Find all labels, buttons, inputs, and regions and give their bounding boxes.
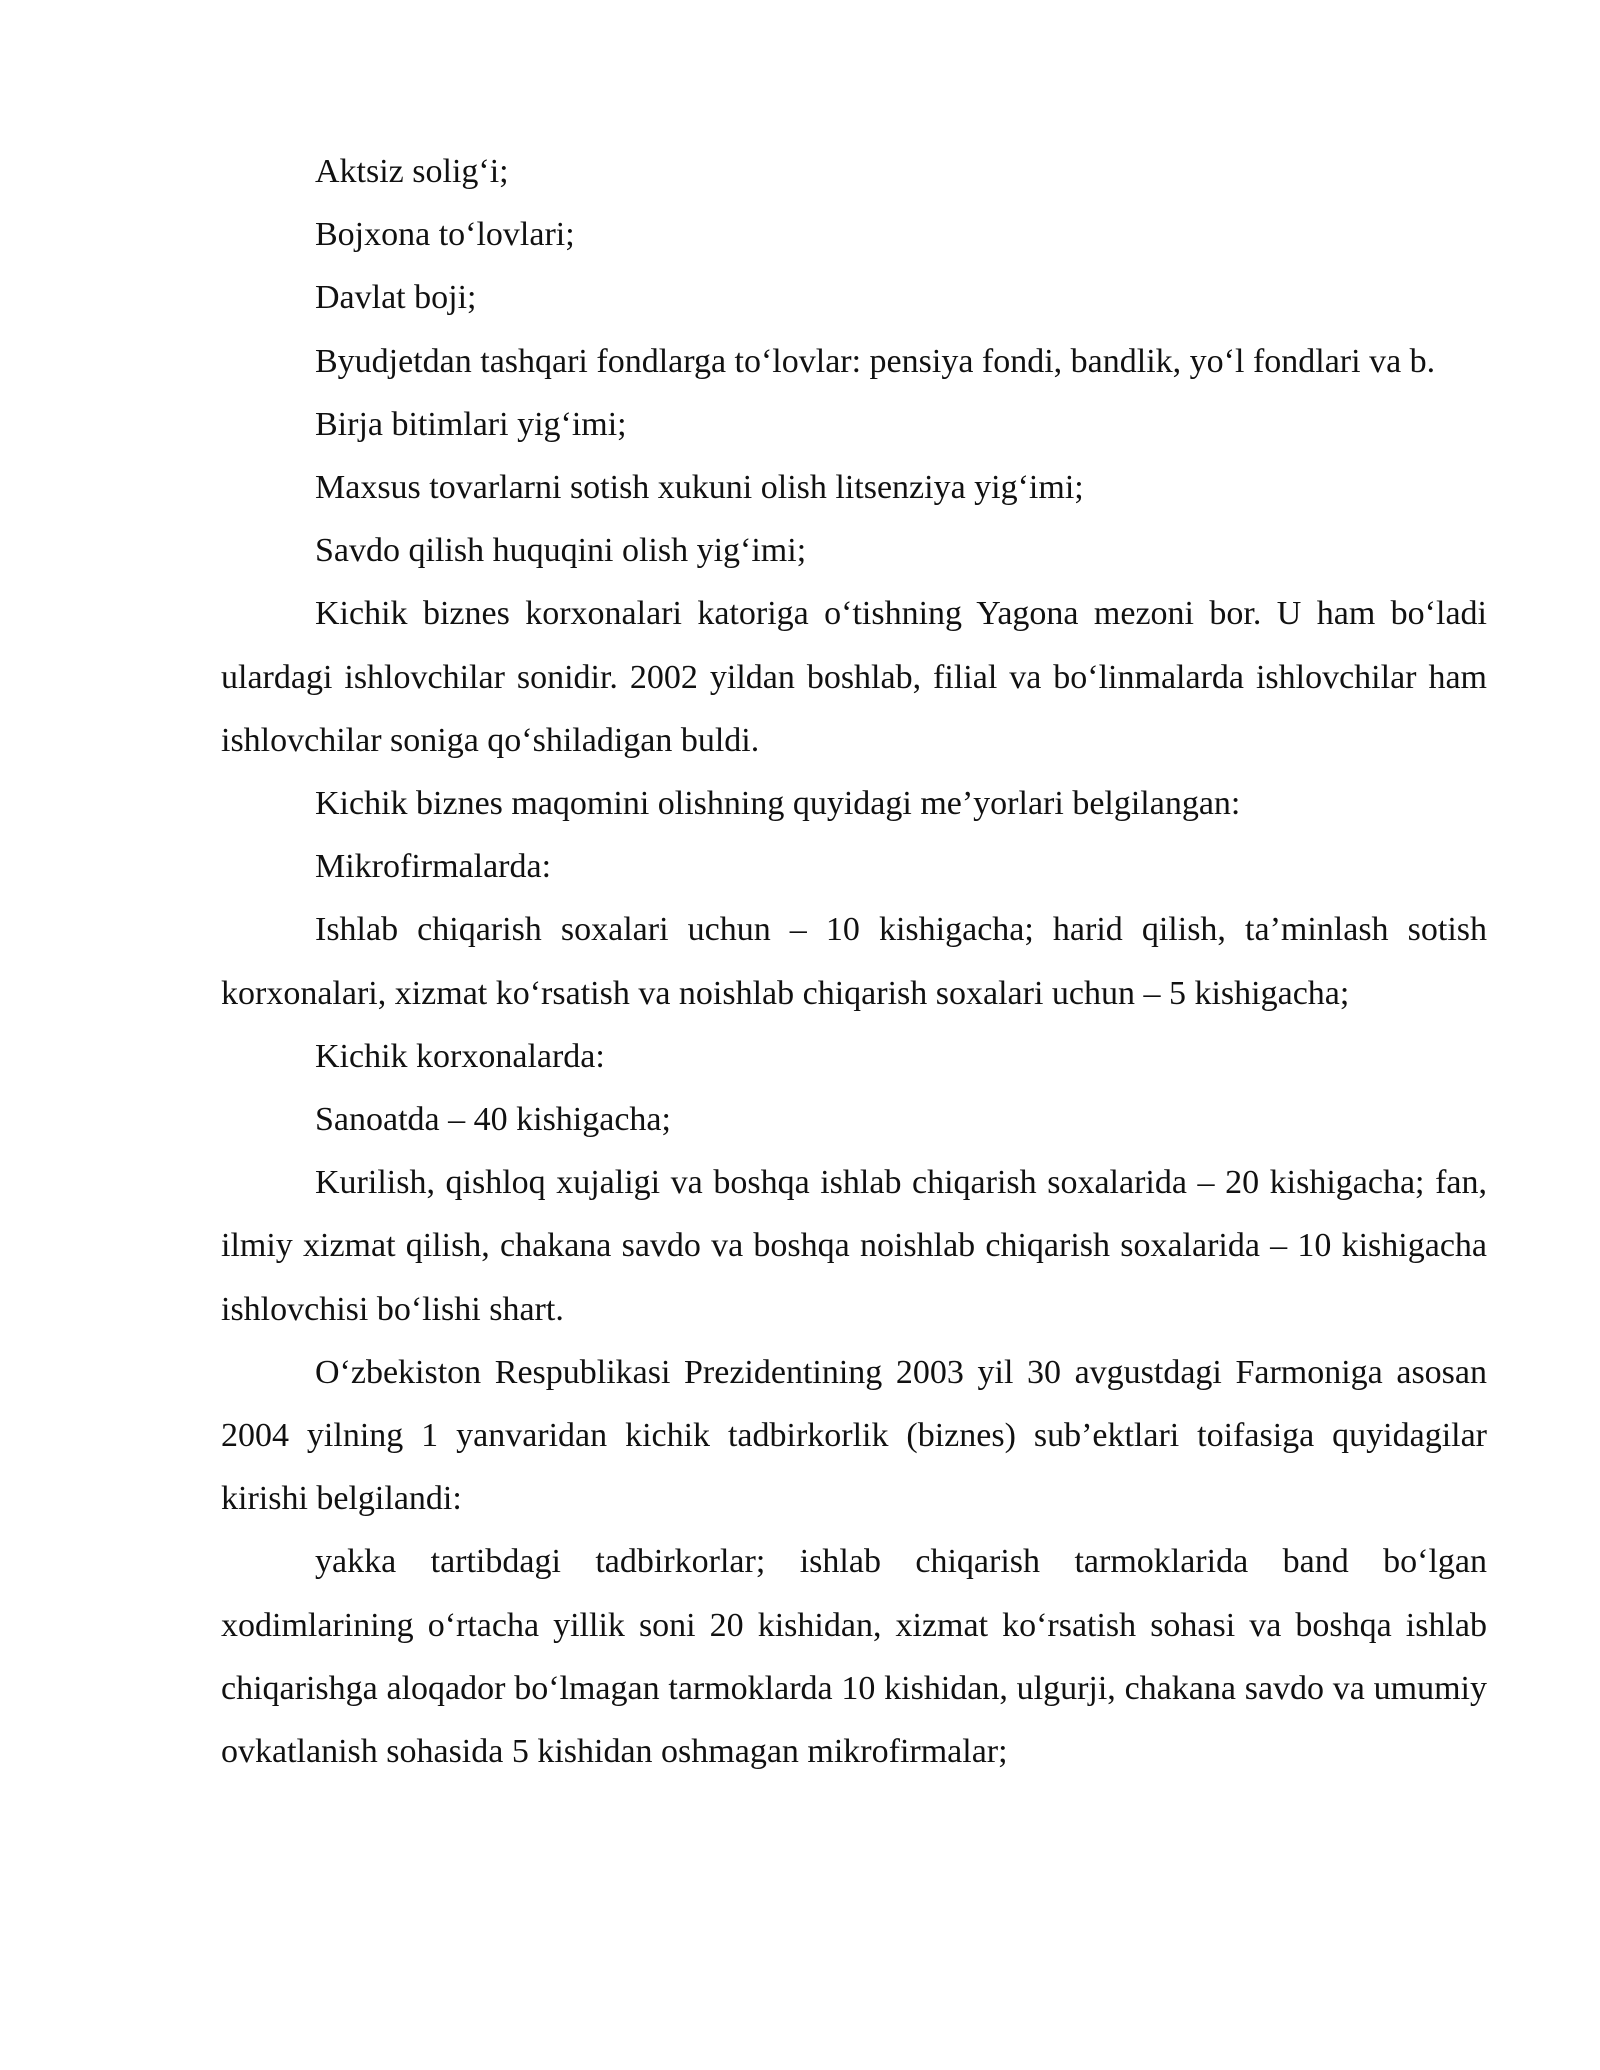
paragraph-individual-entrepreneurs: yakka tartibdagi tadbirkorlar; ishlab chiqarish tarmoklarida band bo‘lgan xodimlarining o‘rtacha yillik soni 20 kishidan, xizmat ko‘rsatish sohasi va boshqa ishlab chiqarishga aloqador bo‘lmagan tarmoklarda 10 kishidan, ulgurji, chakana savdo va umumiy ovkatlanish sohasida 5 kishidan oshmagan mikrofirmalar; [221,1543,1487,1771]
document-page [221,140,1487,1783]
paragraph-trade-right-fee: Savdo qilish huquqini olish yig‘imi; [315,532,807,570]
paragraph-excise-tax: Aktsiz solig‘i; [315,153,509,190]
paragraph-license-fee: Maxsus tovarlarni sotish xukuni olish litsenziya yig‘imi; [315,469,1084,507]
paragraph-state-duty: Davlat boji; [315,279,477,317]
paragraph-extra-budget-funds: Byudjetdan tashqari fondlarga to‘lovlar: pensiya fondi, bandlik, yo‘l fondlari va b. [315,342,1436,380]
paragraph-customs-payments: Bojxona to‘lovlari; [315,216,575,254]
paragraph-microfirms-heading: Mikrofirmalarda: [315,848,552,886]
paragraph-small-enterprises-heading: Kichik korxonalarda: [315,1037,605,1075]
paragraph-small-business-criterion: Kichik biznes korxonalari katoriga o‘tishning Yagona mezoni bor. U ham bo‘ladi ulardagi ishlovchilar sonidir. 2002 yildan boshlab, filial va bo‘linmalarda ishlovchilar ham ishlovchilar soniga qo‘shiladigan buldi. [221,595,1487,759]
paragraph-industry-limit: Sanoatda – 40 kishigacha; [315,1101,671,1139]
paragraph-exchange-fee: Birja bitimlari yig‘imi; [315,405,627,443]
paragraph-status-norms: Kichik biznes maqomini olishning quyidagi me’yorlari belgilangan: [315,785,1241,823]
paragraph-microfirms-limits: Ishlab chiqarish soxalari uchun – 10 kishigacha; harid qilish, ta’minlash sotish korxonalari, xizmat ko‘rsatish va noishlab chiqarish soxalari uchun – 5 kishigacha; [221,911,1487,1012]
paragraph-presidential-decree: O‘zbekiston Respublikasi Prezidentining 2003 yil 30 avgustdagi Farmoniga asosan 2004 yilning 1 yanvaridan kichik tadbirkorlik (biznes) sub’ektlari toifasiga quyidagilar kirishi belgilandi: [221,1353,1487,1518]
paragraph-construction-limits: Kurilish, qishloq xujaligi va boshqa ishlab chiqarish soxalarida – 20 kishigacha; fan, ilmiy xizmat qilish, chakana savdo va boshqa noishlab chiqarish soxalarida – 10 kishigacha ishlovchisi bo‘lishi shart. [221,1164,1487,1328]
